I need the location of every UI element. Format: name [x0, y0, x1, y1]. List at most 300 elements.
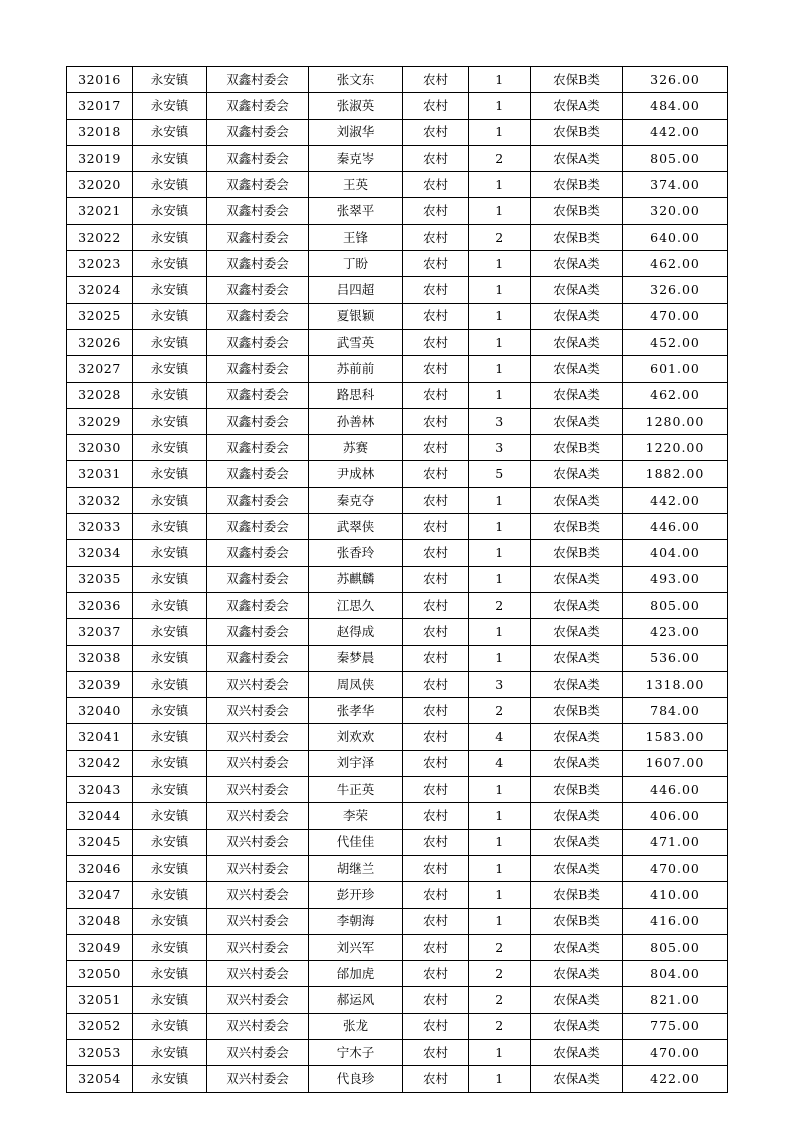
cell-amount: 406.00 [623, 803, 728, 829]
cell-name: 张香玲 [309, 540, 403, 566]
cell-category: 农保A类 [531, 382, 623, 408]
cell-id: 32048 [67, 908, 133, 934]
cell-type: 农村 [403, 645, 469, 671]
cell-name: 夏银颖 [309, 303, 403, 329]
cell-amount: 423.00 [623, 619, 728, 645]
cell-category: 农保B类 [531, 435, 623, 461]
cell-type: 农村 [403, 172, 469, 198]
cell-id: 32025 [67, 303, 133, 329]
cell-count: 1 [469, 251, 531, 277]
cell-count: 1 [469, 514, 531, 540]
cell-amount: 775.00 [623, 1013, 728, 1039]
cell-type: 农村 [403, 619, 469, 645]
cell-id: 32050 [67, 961, 133, 987]
cell-name: 秦克岑 [309, 145, 403, 171]
cell-town: 永安镇 [133, 1013, 207, 1039]
cell-type: 农村 [403, 908, 469, 934]
cell-name: 张龙 [309, 1013, 403, 1039]
cell-town: 永安镇 [133, 198, 207, 224]
cell-name: 赵得成 [309, 619, 403, 645]
cell-amount: 374.00 [623, 172, 728, 198]
table-row [67, 145, 728, 171]
cell-id: 32027 [67, 356, 133, 382]
cell-amount: 601.00 [623, 356, 728, 382]
cell-type: 农村 [403, 698, 469, 724]
cell-amount: 462.00 [623, 382, 728, 408]
cell-id: 32041 [67, 724, 133, 750]
cell-town: 永安镇 [133, 93, 207, 119]
cell-town: 永安镇 [133, 408, 207, 434]
cell-count: 2 [469, 961, 531, 987]
cell-name: 江思久 [309, 592, 403, 618]
table-row [67, 224, 728, 250]
cell-name: 武雪英 [309, 329, 403, 355]
cell-name: 王英 [309, 172, 403, 198]
cell-village: 双鑫村委会 [207, 356, 309, 382]
cell-village: 双兴村委会 [207, 961, 309, 987]
cell-village: 双鑫村委会 [207, 619, 309, 645]
cell-category: 农保A类 [531, 724, 623, 750]
cell-id: 32019 [67, 145, 133, 171]
table-row [67, 198, 728, 224]
cell-town: 永安镇 [133, 487, 207, 513]
cell-town: 永安镇 [133, 1039, 207, 1065]
cell-amount: 410.00 [623, 882, 728, 908]
table-row [67, 1013, 728, 1039]
cell-category: 农保A类 [531, 645, 623, 671]
cell-type: 农村 [403, 93, 469, 119]
table-row [67, 829, 728, 855]
table-row [67, 461, 728, 487]
cell-village: 双鑫村委会 [207, 408, 309, 434]
cell-category: 农保A类 [531, 566, 623, 592]
table-row [67, 619, 728, 645]
cell-category: 农保A类 [531, 855, 623, 881]
cell-id: 32029 [67, 408, 133, 434]
cell-town: 永安镇 [133, 224, 207, 250]
cell-count: 1 [469, 487, 531, 513]
cell-town: 永安镇 [133, 803, 207, 829]
cell-count: 1 [469, 356, 531, 382]
cell-id: 32017 [67, 93, 133, 119]
cell-town: 永安镇 [133, 356, 207, 382]
cell-type: 农村 [403, 1039, 469, 1065]
cell-town: 永安镇 [133, 987, 207, 1013]
cell-town: 永安镇 [133, 566, 207, 592]
cell-amount: 804.00 [623, 961, 728, 987]
cell-village: 双兴村委会 [207, 1066, 309, 1092]
cell-type: 农村 [403, 934, 469, 960]
cell-amount: 536.00 [623, 645, 728, 671]
cell-id: 32023 [67, 251, 133, 277]
cell-name: 苏赛 [309, 435, 403, 461]
cell-category: 农保B类 [531, 777, 623, 803]
cell-village: 双鑫村委会 [207, 172, 309, 198]
cell-name: 孙善林 [309, 408, 403, 434]
cell-amount: 470.00 [623, 1039, 728, 1065]
cell-amount: 1882.00 [623, 461, 728, 487]
cell-amount: 452.00 [623, 329, 728, 355]
cell-name: 牛正英 [309, 777, 403, 803]
cell-id: 32054 [67, 1066, 133, 1092]
cell-category: 农保A类 [531, 277, 623, 303]
cell-count: 3 [469, 408, 531, 434]
cell-type: 农村 [403, 67, 469, 93]
cell-category: 农保B类 [531, 198, 623, 224]
cell-village: 双鑫村委会 [207, 277, 309, 303]
cell-id: 32047 [67, 882, 133, 908]
cell-count: 1 [469, 172, 531, 198]
cell-count: 3 [469, 435, 531, 461]
cell-id: 32046 [67, 855, 133, 881]
cell-category: 农保B类 [531, 224, 623, 250]
cell-village: 双兴村委会 [207, 698, 309, 724]
cell-amount: 805.00 [623, 145, 728, 171]
cell-name: 李朝海 [309, 908, 403, 934]
cell-count: 1 [469, 67, 531, 93]
cell-amount: 493.00 [623, 566, 728, 592]
cell-amount: 1583.00 [623, 724, 728, 750]
table-row [67, 645, 728, 671]
cell-type: 农村 [403, 487, 469, 513]
cell-name: 刘宇泽 [309, 750, 403, 776]
cell-count: 2 [469, 987, 531, 1013]
cell-town: 永安镇 [133, 67, 207, 93]
cell-name: 郝运风 [309, 987, 403, 1013]
cell-village: 双鑫村委会 [207, 119, 309, 145]
cell-name: 刘淑华 [309, 119, 403, 145]
cell-amount: 320.00 [623, 198, 728, 224]
cell-id: 32020 [67, 172, 133, 198]
cell-count: 1 [469, 1039, 531, 1065]
cell-village: 双鑫村委会 [207, 540, 309, 566]
cell-id: 32049 [67, 934, 133, 960]
table-row [67, 934, 728, 960]
cell-count: 1 [469, 303, 531, 329]
cell-category: 农保A类 [531, 487, 623, 513]
cell-count: 2 [469, 1013, 531, 1039]
table-row [67, 777, 728, 803]
cell-name: 代佳佳 [309, 829, 403, 855]
cell-type: 农村 [403, 1013, 469, 1039]
cell-type: 农村 [403, 750, 469, 776]
cell-count: 2 [469, 145, 531, 171]
cell-village: 双鑫村委会 [207, 224, 309, 250]
cell-count: 1 [469, 540, 531, 566]
cell-amount: 442.00 [623, 487, 728, 513]
cell-amount: 484.00 [623, 93, 728, 119]
cell-village: 双鑫村委会 [207, 566, 309, 592]
cell-name: 武翠侠 [309, 514, 403, 540]
cell-village: 双鑫村委会 [207, 251, 309, 277]
cell-town: 永安镇 [133, 435, 207, 461]
cell-id: 32039 [67, 671, 133, 697]
cell-town: 永安镇 [133, 855, 207, 881]
cell-village: 双鑫村委会 [207, 382, 309, 408]
cell-name: 宁木子 [309, 1039, 403, 1065]
cell-category: 农保B类 [531, 119, 623, 145]
cell-count: 2 [469, 934, 531, 960]
cell-village: 双鑫村委会 [207, 487, 309, 513]
cell-count: 1 [469, 382, 531, 408]
table-row [67, 514, 728, 540]
cell-village: 双兴村委会 [207, 987, 309, 1013]
cell-amount: 416.00 [623, 908, 728, 934]
cell-amount: 470.00 [623, 855, 728, 881]
cell-id: 32042 [67, 750, 133, 776]
cell-amount: 805.00 [623, 934, 728, 960]
cell-category: 农保B类 [531, 882, 623, 908]
table-row [67, 987, 728, 1013]
cell-type: 农村 [403, 145, 469, 171]
cell-village: 双鑫村委会 [207, 645, 309, 671]
cell-amount: 404.00 [623, 540, 728, 566]
table-row [67, 566, 728, 592]
table-body [67, 67, 728, 1093]
cell-id: 32024 [67, 277, 133, 303]
cell-id: 32052 [67, 1013, 133, 1039]
cell-type: 农村 [403, 882, 469, 908]
cell-town: 永安镇 [133, 961, 207, 987]
cell-type: 农村 [403, 671, 469, 697]
table-row [67, 67, 728, 93]
cell-category: 农保A类 [531, 961, 623, 987]
cell-amount: 462.00 [623, 251, 728, 277]
cell-town: 永安镇 [133, 750, 207, 776]
cell-name: 苏前前 [309, 356, 403, 382]
cell-id: 32040 [67, 698, 133, 724]
cell-name: 刘欢欢 [309, 724, 403, 750]
cell-name: 张文东 [309, 67, 403, 93]
subsidy-table [66, 66, 728, 1093]
cell-village: 双鑫村委会 [207, 592, 309, 618]
cell-type: 农村 [403, 777, 469, 803]
cell-amount: 1318.00 [623, 671, 728, 697]
cell-count: 1 [469, 329, 531, 355]
cell-type: 农村 [403, 198, 469, 224]
cell-town: 永安镇 [133, 172, 207, 198]
cell-id: 32035 [67, 566, 133, 592]
cell-type: 农村 [403, 356, 469, 382]
table-row [67, 671, 728, 697]
table-row [67, 329, 728, 355]
table-row [67, 172, 728, 198]
cell-id: 32033 [67, 514, 133, 540]
cell-amount: 326.00 [623, 277, 728, 303]
cell-town: 永安镇 [133, 592, 207, 618]
cell-type: 农村 [403, 277, 469, 303]
cell-count: 2 [469, 592, 531, 618]
cell-name: 张孝华 [309, 698, 403, 724]
cell-category: 农保A类 [531, 1039, 623, 1065]
cell-amount: 1607.00 [623, 750, 728, 776]
cell-id: 32032 [67, 487, 133, 513]
cell-name: 彭开珍 [309, 882, 403, 908]
cell-amount: 326.00 [623, 67, 728, 93]
cell-category: 农保A类 [531, 1066, 623, 1092]
cell-id: 32016 [67, 67, 133, 93]
cell-town: 永安镇 [133, 934, 207, 960]
cell-village: 双兴村委会 [207, 908, 309, 934]
cell-type: 农村 [403, 514, 469, 540]
table-row [67, 303, 728, 329]
cell-category: 农保A类 [531, 592, 623, 618]
cell-type: 农村 [403, 461, 469, 487]
cell-village: 双兴村委会 [207, 803, 309, 829]
cell-type: 农村 [403, 251, 469, 277]
cell-town: 永安镇 [133, 882, 207, 908]
cell-town: 永安镇 [133, 671, 207, 697]
cell-name: 邰加虎 [309, 961, 403, 987]
cell-count: 2 [469, 224, 531, 250]
cell-category: 农保A类 [531, 934, 623, 960]
cell-id: 32045 [67, 829, 133, 855]
table-row [67, 855, 728, 881]
cell-town: 永安镇 [133, 829, 207, 855]
cell-category: 农保A类 [531, 1013, 623, 1039]
cell-name: 刘兴军 [309, 934, 403, 960]
cell-amount: 805.00 [623, 592, 728, 618]
cell-amount: 640.00 [623, 224, 728, 250]
table-row [67, 356, 728, 382]
cell-amount: 1220.00 [623, 435, 728, 461]
cell-type: 农村 [403, 119, 469, 145]
table-row [67, 408, 728, 434]
cell-name: 吕四超 [309, 277, 403, 303]
cell-count: 1 [469, 93, 531, 119]
cell-village: 双兴村委会 [207, 671, 309, 697]
cell-count: 1 [469, 908, 531, 934]
cell-category: 农保A类 [531, 408, 623, 434]
cell-category: 农保B类 [531, 698, 623, 724]
table-row [67, 1039, 728, 1065]
cell-category: 农保B类 [531, 172, 623, 198]
cell-type: 农村 [403, 1066, 469, 1092]
cell-id: 32043 [67, 777, 133, 803]
cell-type: 农村 [403, 408, 469, 434]
cell-count: 4 [469, 724, 531, 750]
cell-village: 双兴村委会 [207, 829, 309, 855]
cell-type: 农村 [403, 329, 469, 355]
cell-town: 永安镇 [133, 540, 207, 566]
cell-village: 双鑫村委会 [207, 67, 309, 93]
cell-name: 王锋 [309, 224, 403, 250]
cell-category: 农保A类 [531, 987, 623, 1013]
cell-town: 永安镇 [133, 908, 207, 934]
cell-category: 农保A类 [531, 803, 623, 829]
cell-village: 双鑫村委会 [207, 514, 309, 540]
cell-id: 32031 [67, 461, 133, 487]
cell-town: 永安镇 [133, 724, 207, 750]
cell-village: 双鑫村委会 [207, 198, 309, 224]
cell-village: 双鑫村委会 [207, 93, 309, 119]
cell-amount: 446.00 [623, 777, 728, 803]
cell-id: 32026 [67, 329, 133, 355]
cell-category: 农保A类 [531, 461, 623, 487]
cell-name: 苏麒麟 [309, 566, 403, 592]
cell-village: 双鑫村委会 [207, 303, 309, 329]
cell-name: 尹成林 [309, 461, 403, 487]
cell-village: 双兴村委会 [207, 750, 309, 776]
table-row [67, 1066, 728, 1092]
cell-amount: 446.00 [623, 514, 728, 540]
cell-amount: 470.00 [623, 303, 728, 329]
cell-id: 32044 [67, 803, 133, 829]
cell-type: 农村 [403, 224, 469, 250]
cell-count: 1 [469, 198, 531, 224]
cell-count: 1 [469, 855, 531, 881]
table-row [67, 540, 728, 566]
cell-type: 农村 [403, 592, 469, 618]
cell-type: 农村 [403, 803, 469, 829]
cell-category: 农保A类 [531, 750, 623, 776]
cell-count: 1 [469, 277, 531, 303]
cell-type: 农村 [403, 540, 469, 566]
cell-town: 永安镇 [133, 329, 207, 355]
cell-count: 2 [469, 698, 531, 724]
cell-id: 32021 [67, 198, 133, 224]
cell-town: 永安镇 [133, 514, 207, 540]
table-row [67, 750, 728, 776]
cell-amount: 1280.00 [623, 408, 728, 434]
cell-name: 路思科 [309, 382, 403, 408]
cell-category: 农保B类 [531, 540, 623, 566]
cell-village: 双鑫村委会 [207, 145, 309, 171]
cell-name: 李荣 [309, 803, 403, 829]
table-row [67, 382, 728, 408]
cell-town: 永安镇 [133, 145, 207, 171]
cell-count: 1 [469, 1066, 531, 1092]
cell-village: 双兴村委会 [207, 855, 309, 881]
cell-count: 1 [469, 803, 531, 829]
cell-village: 双兴村委会 [207, 934, 309, 960]
cell-id: 32036 [67, 592, 133, 618]
cell-town: 永安镇 [133, 119, 207, 145]
cell-type: 农村 [403, 829, 469, 855]
cell-count: 1 [469, 645, 531, 671]
cell-category: 农保A类 [531, 251, 623, 277]
cell-amount: 821.00 [623, 987, 728, 1013]
table-row [67, 724, 728, 750]
cell-village: 双兴村委会 [207, 724, 309, 750]
cell-category: 农保A类 [531, 619, 623, 645]
cell-count: 1 [469, 119, 531, 145]
cell-town: 永安镇 [133, 277, 207, 303]
table-row [67, 277, 728, 303]
cell-town: 永安镇 [133, 303, 207, 329]
cell-name: 张翠平 [309, 198, 403, 224]
cell-amount: 471.00 [623, 829, 728, 855]
table-row [67, 251, 728, 277]
table-row [67, 882, 728, 908]
cell-amount: 422.00 [623, 1066, 728, 1092]
cell-village: 双兴村委会 [207, 1039, 309, 1065]
cell-id: 32037 [67, 619, 133, 645]
cell-village: 双兴村委会 [207, 1013, 309, 1039]
cell-name: 胡继兰 [309, 855, 403, 881]
cell-type: 农村 [403, 855, 469, 881]
cell-type: 农村 [403, 566, 469, 592]
cell-category: 农保A类 [531, 829, 623, 855]
cell-count: 1 [469, 619, 531, 645]
cell-town: 永安镇 [133, 382, 207, 408]
cell-category: 农保B类 [531, 67, 623, 93]
table-row [67, 435, 728, 461]
cell-name: 丁盼 [309, 251, 403, 277]
cell-name: 周凤侠 [309, 671, 403, 697]
cell-count: 1 [469, 566, 531, 592]
cell-count: 4 [469, 750, 531, 776]
